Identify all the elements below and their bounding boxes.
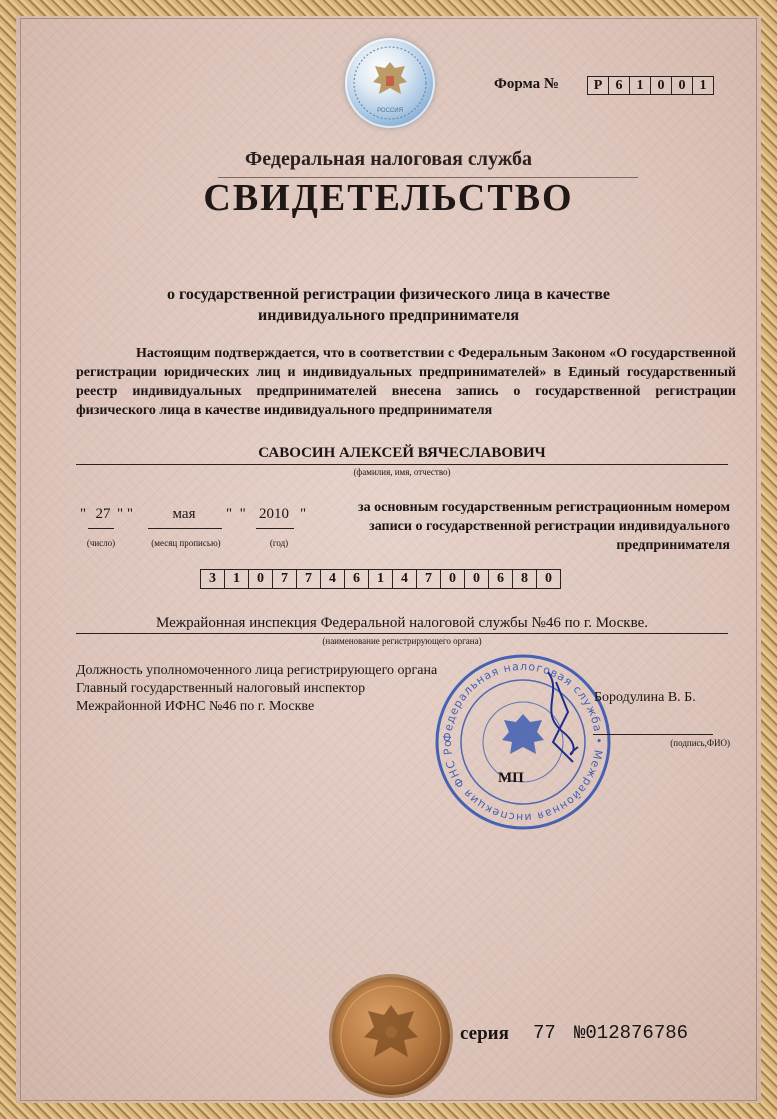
official-position: Должность уполномоченного лица регистрирующего органа Главный государственный налоговый инспектор Межрайонной ИФНС №46 по г. Москве xyxy=(76,663,438,714)
registration-number-digit-box: 0 xyxy=(464,569,489,589)
quote-mark: " " xyxy=(117,506,133,522)
registration-number-digit-box: 0 xyxy=(248,569,273,589)
registration-number-digit-box: 0 xyxy=(536,569,561,589)
authority-hint: (наименование регистрирующего органа) xyxy=(322,636,482,646)
registration-number-digit-box: 7 xyxy=(416,569,441,589)
month-hint: (месяц прописью) xyxy=(151,538,221,548)
official-stamp xyxy=(428,652,618,832)
signature-hint: (подпись,ФИО) xyxy=(670,738,730,748)
authority-name: Межрайонная инспекция Федеральной налоговой службы №46 по г. Москве. xyxy=(155,615,648,631)
registration-text: за основным государственным регистрационным номером записи о государственной регистрации индивидуального предпринимателя xyxy=(358,500,730,553)
registration-number-boxes xyxy=(201,569,561,589)
quote-mark: " xyxy=(300,506,307,522)
authority-underline xyxy=(76,633,728,634)
registration-number-digit-box: 6 xyxy=(488,569,513,589)
registration-number-digit-box: 6 xyxy=(344,569,369,589)
eagle-icon xyxy=(345,38,435,128)
eagle-emblem-icon xyxy=(332,977,450,1095)
stamp-text: Федеральная налоговая служба • Межрайонная инспекция ФНС Ро xyxy=(440,659,606,825)
document-subtitle: о государственной регистрации физического лица в качестве индивидуального предпринимателя xyxy=(167,286,610,324)
registration-number-digit-box: 1 xyxy=(224,569,249,589)
confirmation-text xyxy=(76,344,736,420)
name-hint: (фамилия, имя, отчество) xyxy=(353,467,451,477)
person-full-name: САВОСИН АЛЕКСЕЙ ВЯЧЕСЛАВОВИЧ xyxy=(258,445,546,461)
day-underline xyxy=(88,528,114,529)
day-hint: (число) xyxy=(86,538,116,548)
name-underline xyxy=(76,464,728,465)
registration-number-digit-box: 3 xyxy=(200,569,225,589)
agency-name: Федеральная налоговая служба xyxy=(245,148,532,170)
date-year: 2010 xyxy=(259,506,289,522)
hologram-emblem xyxy=(345,38,435,128)
date-month: мая xyxy=(172,506,196,522)
registration-number-digit-box: 7 xyxy=(272,569,297,589)
signature-underline xyxy=(593,734,713,735)
form-code-digit-box: 6 xyxy=(608,76,630,95)
stamp-place-mark: МП xyxy=(498,770,524,786)
month-underline xyxy=(148,528,222,529)
form-code-digit-box: 1 xyxy=(692,76,714,95)
form-number-label: Форма № xyxy=(494,76,559,92)
quote-mark: " " xyxy=(226,506,246,522)
registration-number-digit-box: 8 xyxy=(512,569,537,589)
signer-name: Бородулина В. Б. xyxy=(594,690,696,705)
registration-number-digit-box: 7 xyxy=(296,569,321,589)
stamp-seal-icon xyxy=(428,652,618,832)
form-code-boxes xyxy=(588,76,714,95)
form-code-digit-box: 0 xyxy=(671,76,693,95)
document-title: СВИДЕТЕЛЬСТВО xyxy=(203,177,574,219)
registration-number-digit-box: 0 xyxy=(440,569,465,589)
form-code-digit-box: 1 xyxy=(629,76,651,95)
quote-mark: " xyxy=(80,506,87,522)
registration-number-digit-box: 1 xyxy=(368,569,393,589)
form-code-digit-box: 0 xyxy=(650,76,672,95)
certificate-number: №012876786 xyxy=(574,1022,689,1044)
registration-number-digit-box: 4 xyxy=(392,569,417,589)
date-day: 27 xyxy=(95,506,111,522)
series-value: 77 xyxy=(533,1022,556,1044)
confirmation-text-body: Настоящим подтверждается, что в соответствии с Федеральным Законом «О государственной регистрации юридических лиц и индивидуальных предпринимателей» в Единый государственный реестр индивидуальных предпринимателей внесена запись о государственной регистрации физического лица в качестве индивидуального предпринимателя xyxy=(76,346,736,418)
year-hint: (год) xyxy=(269,538,289,548)
registration-number-digit-box: 4 xyxy=(320,569,345,589)
form-code-digit-box: Р xyxy=(587,76,609,95)
svg-text:РОССИЯ: РОССИЯ xyxy=(377,108,403,114)
year-underline xyxy=(256,528,294,529)
series-label: серия xyxy=(460,1023,509,1044)
gold-seal xyxy=(332,977,450,1095)
